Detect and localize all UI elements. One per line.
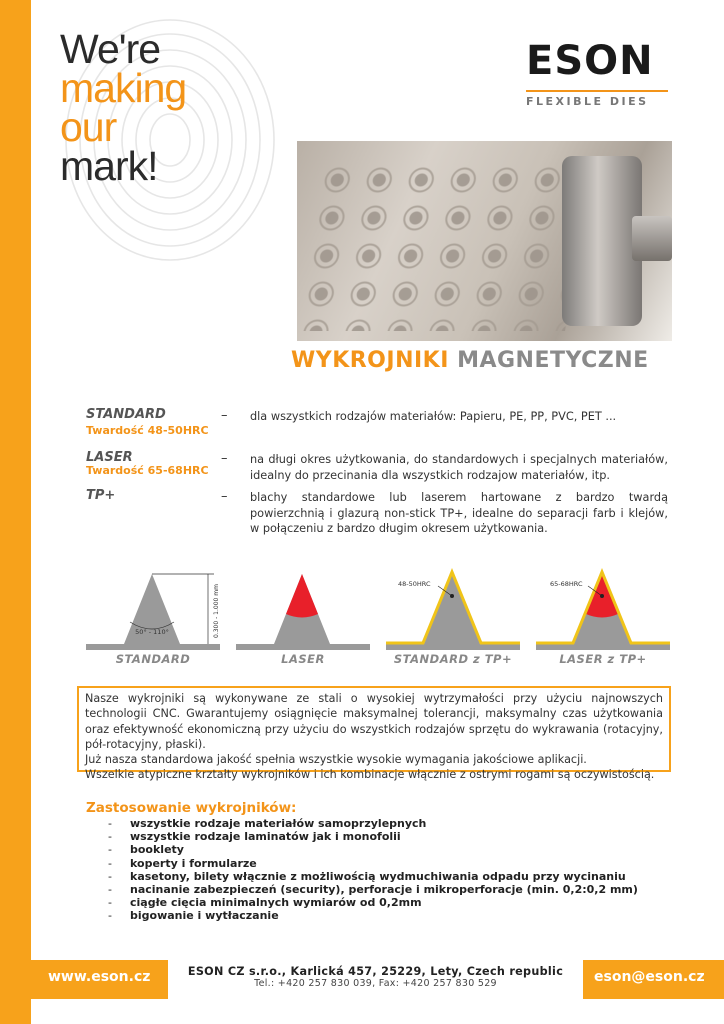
hrc-label-standard: 48-50HRC	[398, 580, 431, 588]
type-sub-laser: Twardość 65-68HRC	[86, 464, 209, 477]
slogan-line-3: our	[60, 104, 117, 150]
footer-email-box	[583, 960, 724, 999]
usage-item: - bigowanie i wytłaczanie	[108, 909, 638, 922]
height-label: 0.300 - 1.000 mm	[213, 584, 220, 638]
slogan-line-2: making	[60, 65, 187, 111]
footer-website-box	[31, 960, 168, 999]
type-desc-laser: na długi okres użytkowania, do standardowych i specjalnych materiałów, idealny do przecinania dla wszystkich rodzajow materiałów, itp.	[250, 453, 668, 482]
diagram-label-laser-tp: LASER z TP+	[559, 652, 647, 666]
hrc-label-laser: 65-68HRC	[550, 580, 583, 588]
diagram-laser-tp	[536, 566, 676, 662]
die-pattern	[297, 161, 589, 331]
logo-text: ESON	[526, 38, 654, 84]
headline-part-1: WYKROJNIKI	[291, 348, 449, 373]
roller-cylinder	[562, 156, 642, 326]
type-dash: –	[221, 408, 228, 423]
diagram-label-standard: STANDARD	[115, 652, 191, 666]
website-link[interactable]: www.eson.cz	[48, 969, 151, 985]
type-term-laser: LASER	[86, 450, 133, 465]
slogan-line-4: mark!	[60, 143, 158, 189]
diagram-label-laser: LASER	[281, 652, 325, 666]
email-link[interactable]: eson@eson.cz	[594, 969, 705, 985]
usage-item: - wszystkie rodzaje laminatów jak i monofolii	[108, 830, 638, 843]
footer-phone: Tel.: +420 257 830 039, Fax: +420 257 830 529	[254, 978, 497, 989]
info-paragraph-1: Nasze wykrojniki są wykonywane ze stali o wysokiej wytrzymałości przy użyciu najnowszych technologii CNC. Gwarantujemy osiągnięcie maksymalnej tolerancji, maksymalny czas użytkowania oraz efektywność ekonomiczną przy użyciu do wszystkich rodzajów sprzętu do wykrawania (rotacyjny, pół-rotacyjny, płaski).	[85, 692, 663, 751]
type-sub-standard: Twardość 48-50HRC	[86, 424, 209, 437]
diagram-standard-tp	[386, 566, 526, 662]
headline-part-2: MAGNETYCZNE	[457, 348, 649, 373]
info-paragraph-3: Wszelkie atypiczne krztałty wykrojników i ich kombinacje włącznie z ostrymi rogami są oczywistością.	[85, 768, 655, 782]
angle-label: 50° - 110°	[135, 628, 169, 636]
left-orange-bar	[0, 0, 31, 1024]
usage-item: - wszystkie rodzaje materiałów samoprzylepnych	[108, 817, 638, 830]
roller-shaft	[632, 216, 672, 261]
logo-subtitle: FLEXIBLE DIES	[526, 90, 668, 113]
page-headline	[291, 348, 649, 373]
usage-item: - ciągłe cięcia minimalnych wymiarów od 0,2mm	[108, 896, 638, 909]
slogan-line-1: We're	[60, 26, 161, 72]
eson-logo	[526, 38, 676, 108]
usage-title: Zastosowanie wykrojników:	[86, 800, 297, 816]
roller-photo	[297, 141, 672, 341]
type-desc-tp: blachy standardowe lub laserem hartowane z bardzo twardą powierzchnią i glazurą non-stick TP+, idealne do separacji farb i klejów, w połączeniu z bardzo długim okresem użytkowania.	[250, 491, 668, 535]
slogan	[60, 26, 187, 189]
diagram-laser	[236, 566, 376, 662]
type-desc-standard: dla wszystkich rodzajów materiałów: Papieru, PE, PP, PVC, PET ...	[250, 410, 617, 423]
footer-contact	[168, 965, 583, 989]
diagram-label-standard-tp: STANDARD z TP+	[393, 652, 513, 666]
type-term-tp: TP+	[86, 488, 116, 503]
type-term-standard: STANDARD	[86, 407, 166, 422]
info-paragraph-2: Już nasza standardowa jakość spełnia wszystkie wysokie wymagania jakościowe aplikacji.	[85, 753, 587, 767]
usage-item: - booklety	[108, 843, 638, 856]
usage-list	[108, 817, 638, 923]
info-box	[77, 686, 671, 782]
footer-address: ESON CZ s.r.o., Karlická 457, 25229, Lety, Czech republic	[187, 965, 564, 978]
type-dash: –	[221, 451, 228, 466]
usage-item: - koperty i formularze	[108, 857, 638, 870]
usage-item: - kasetony, bilety włącznie z możliwością wydmuchiwania odpadu przy wycinaniu	[108, 870, 638, 883]
usage-item: - nacinanie zabezpieczeń (security), perforacje i mikroperforacje (min. 0,2:0,2 mm)	[108, 883, 638, 896]
diagram-standard	[86, 566, 236, 662]
type-dash: –	[221, 489, 228, 504]
